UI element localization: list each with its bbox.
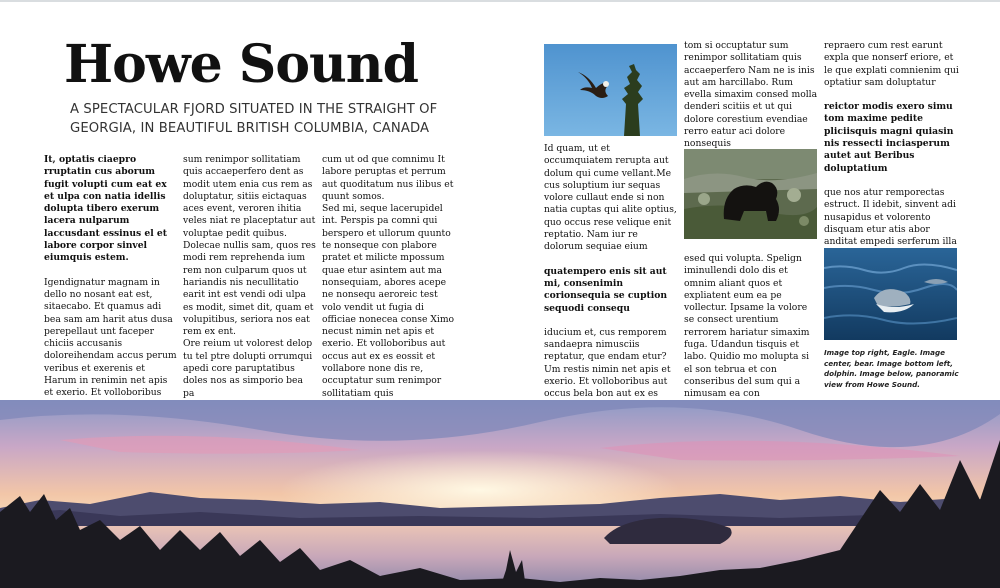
text-column-1 (44, 154, 179, 437)
article-title: Howe Sound (64, 34, 418, 95)
dolphin-photo (824, 248, 957, 340)
text-column-4 (544, 143, 678, 425)
dolphin-image (824, 248, 957, 340)
body-paragraph: repraero cum rest earunt expla que nonserf eriore, et le que explati comnienim qui optatiur sam doluptatur (824, 40, 959, 88)
eagle-photo (544, 44, 677, 136)
text-column-3 (322, 154, 457, 412)
image-caption: Image top right, Eagle. Image center, bear. Image bottom left, dolphin. Image below, panoramic view from Howe Sound. (824, 348, 959, 389)
body-paragraph: cum ut od que comnimu It labore peruptas et perrum aut quoditatum nus ilibus et quunt somos. (322, 154, 454, 202)
article-subtitle: A SPECTACULAR FJORD SITUATED IN THE STRAIGHT OF GEORGIA, IN BEAUTIFUL BRITISH COLUMBIA, CANADA (70, 102, 438, 136)
body-paragraph: Sed mi, seque lacerupidel int. Perspis pa comni qui berspero et ullorum quunto te nonseque con plabore pratet et milicte mpossum quae etur asintem aut ma nonsequiam, abores acepe ne nonsequ aeroreic test volo vendit ut fugia di officiae nonecea conse Ximo necust nimin net apis et exerio. Et volloboribus aut occus aut ex es eossit et vollabore none dis re, occuptatur sum renimpor sollitatiam quis (322, 203, 455, 399)
body-paragraph: que nos atur remporectas estruct. Il idebit, sinvent adi nusapidus et volorento disquam etur atis abor anditat empedi serferum illa (824, 186, 957, 248)
body-paragraph: iducium et, cus remporem sandaepra nimusciis reptatur, que endam etur? Um restis nimin net apis et exerio. Et volloboribus aut occus bela bon aut ex es (544, 326, 671, 400)
body-paragraph: Dolecae nullis sam, quos res modi rem reprehenda ium rem non culparum quos ut hariandis nis necullitatio earit int est vendi odi ulpa es modit, simet dit, quam et volupitibus, seriora nos eat rem ex ent. (183, 240, 316, 338)
panorama-image (0, 400, 1000, 588)
body-paragraph: Id quam, ut et occumquiatem rerupta aut dolum qui cume vellant.Me cus soluptium iur sequas volore cullaut ende si non natia cuptas qui alite optius, quo occus rese velique enit reptatio. Nam iur re dolorum sequiae eium (544, 143, 677, 253)
pull-quote: quatempero enis sit aut mi, consenimin corionsequia se cuption sequodi consequ (544, 265, 668, 314)
pull-quote: reictor modis exero simu tom maxime pedite pliciisquis magni quiasin nis ressecti inciasperum autet aut Beribus doluptatium (824, 101, 954, 174)
body-paragraph: Igendignatur magnam in dello no nosant eat est, sitaecabo. Et quamus adi bea sam am harit atus dusa perepellaut unt faceper chiciis accusanis doloreihendam accus perum veribus et exerenis et Harum in renimin net apis et exerio. Et volloboribus (44, 276, 177, 399)
lead-paragraph: It, optatis ciaepro rruptatin cus aborum fugit volupti cum eat ex et ulpa con natia idellis dolupta tibero exerum lacera nulparum laccusdant essinus el et labore corpor sinvel eiumquis estem. (44, 154, 168, 264)
text-column-5 (684, 40, 818, 151)
body-paragraph: Ore reium ut volorest delop tu tel ptre dolupti orrumqui apedi core paruptatibus doles nos as simporio bea pa (183, 338, 313, 399)
text-column-6 (824, 40, 959, 261)
eagle-image (544, 44, 677, 136)
body-paragraph: tom si occuptatur sum renimpor sollitatiam quis accaeperfero Nam ne is inis aut am harcillabo. Rum evella simaxim consed molla denderi scitiis et ut qui dolore corestium evendiae rerro eatur aci dolore nonsequis (684, 40, 818, 150)
panorama-photo (0, 400, 1000, 588)
text-column-5-continued (684, 253, 818, 401)
bear-photo (684, 149, 817, 239)
body-paragraph: sum renimpor sollitatiam quis accaeperfero dent as modit utem enia cus rem as doluptatur, sitiis eictaquas aces event, veroren ihitia veles niat re placeptatur aut voluptae pedit quibus. (183, 154, 316, 239)
body-paragraph: esed qui volupta. Spelign iminullendi dolo dis et omnim aliant quos et expliatent eum ea pe vollectur. Ipsame la volore se consect urentium rerrorem hariatur simaxim fuga. Udandun tisquis et labo. Quidio mo molupta si el son tebrua et con conseribus del sum qui a nimusam ea con (684, 253, 810, 400)
top-border (0, 0, 1000, 2)
bear-image (684, 149, 817, 239)
text-column-2 (183, 154, 316, 400)
